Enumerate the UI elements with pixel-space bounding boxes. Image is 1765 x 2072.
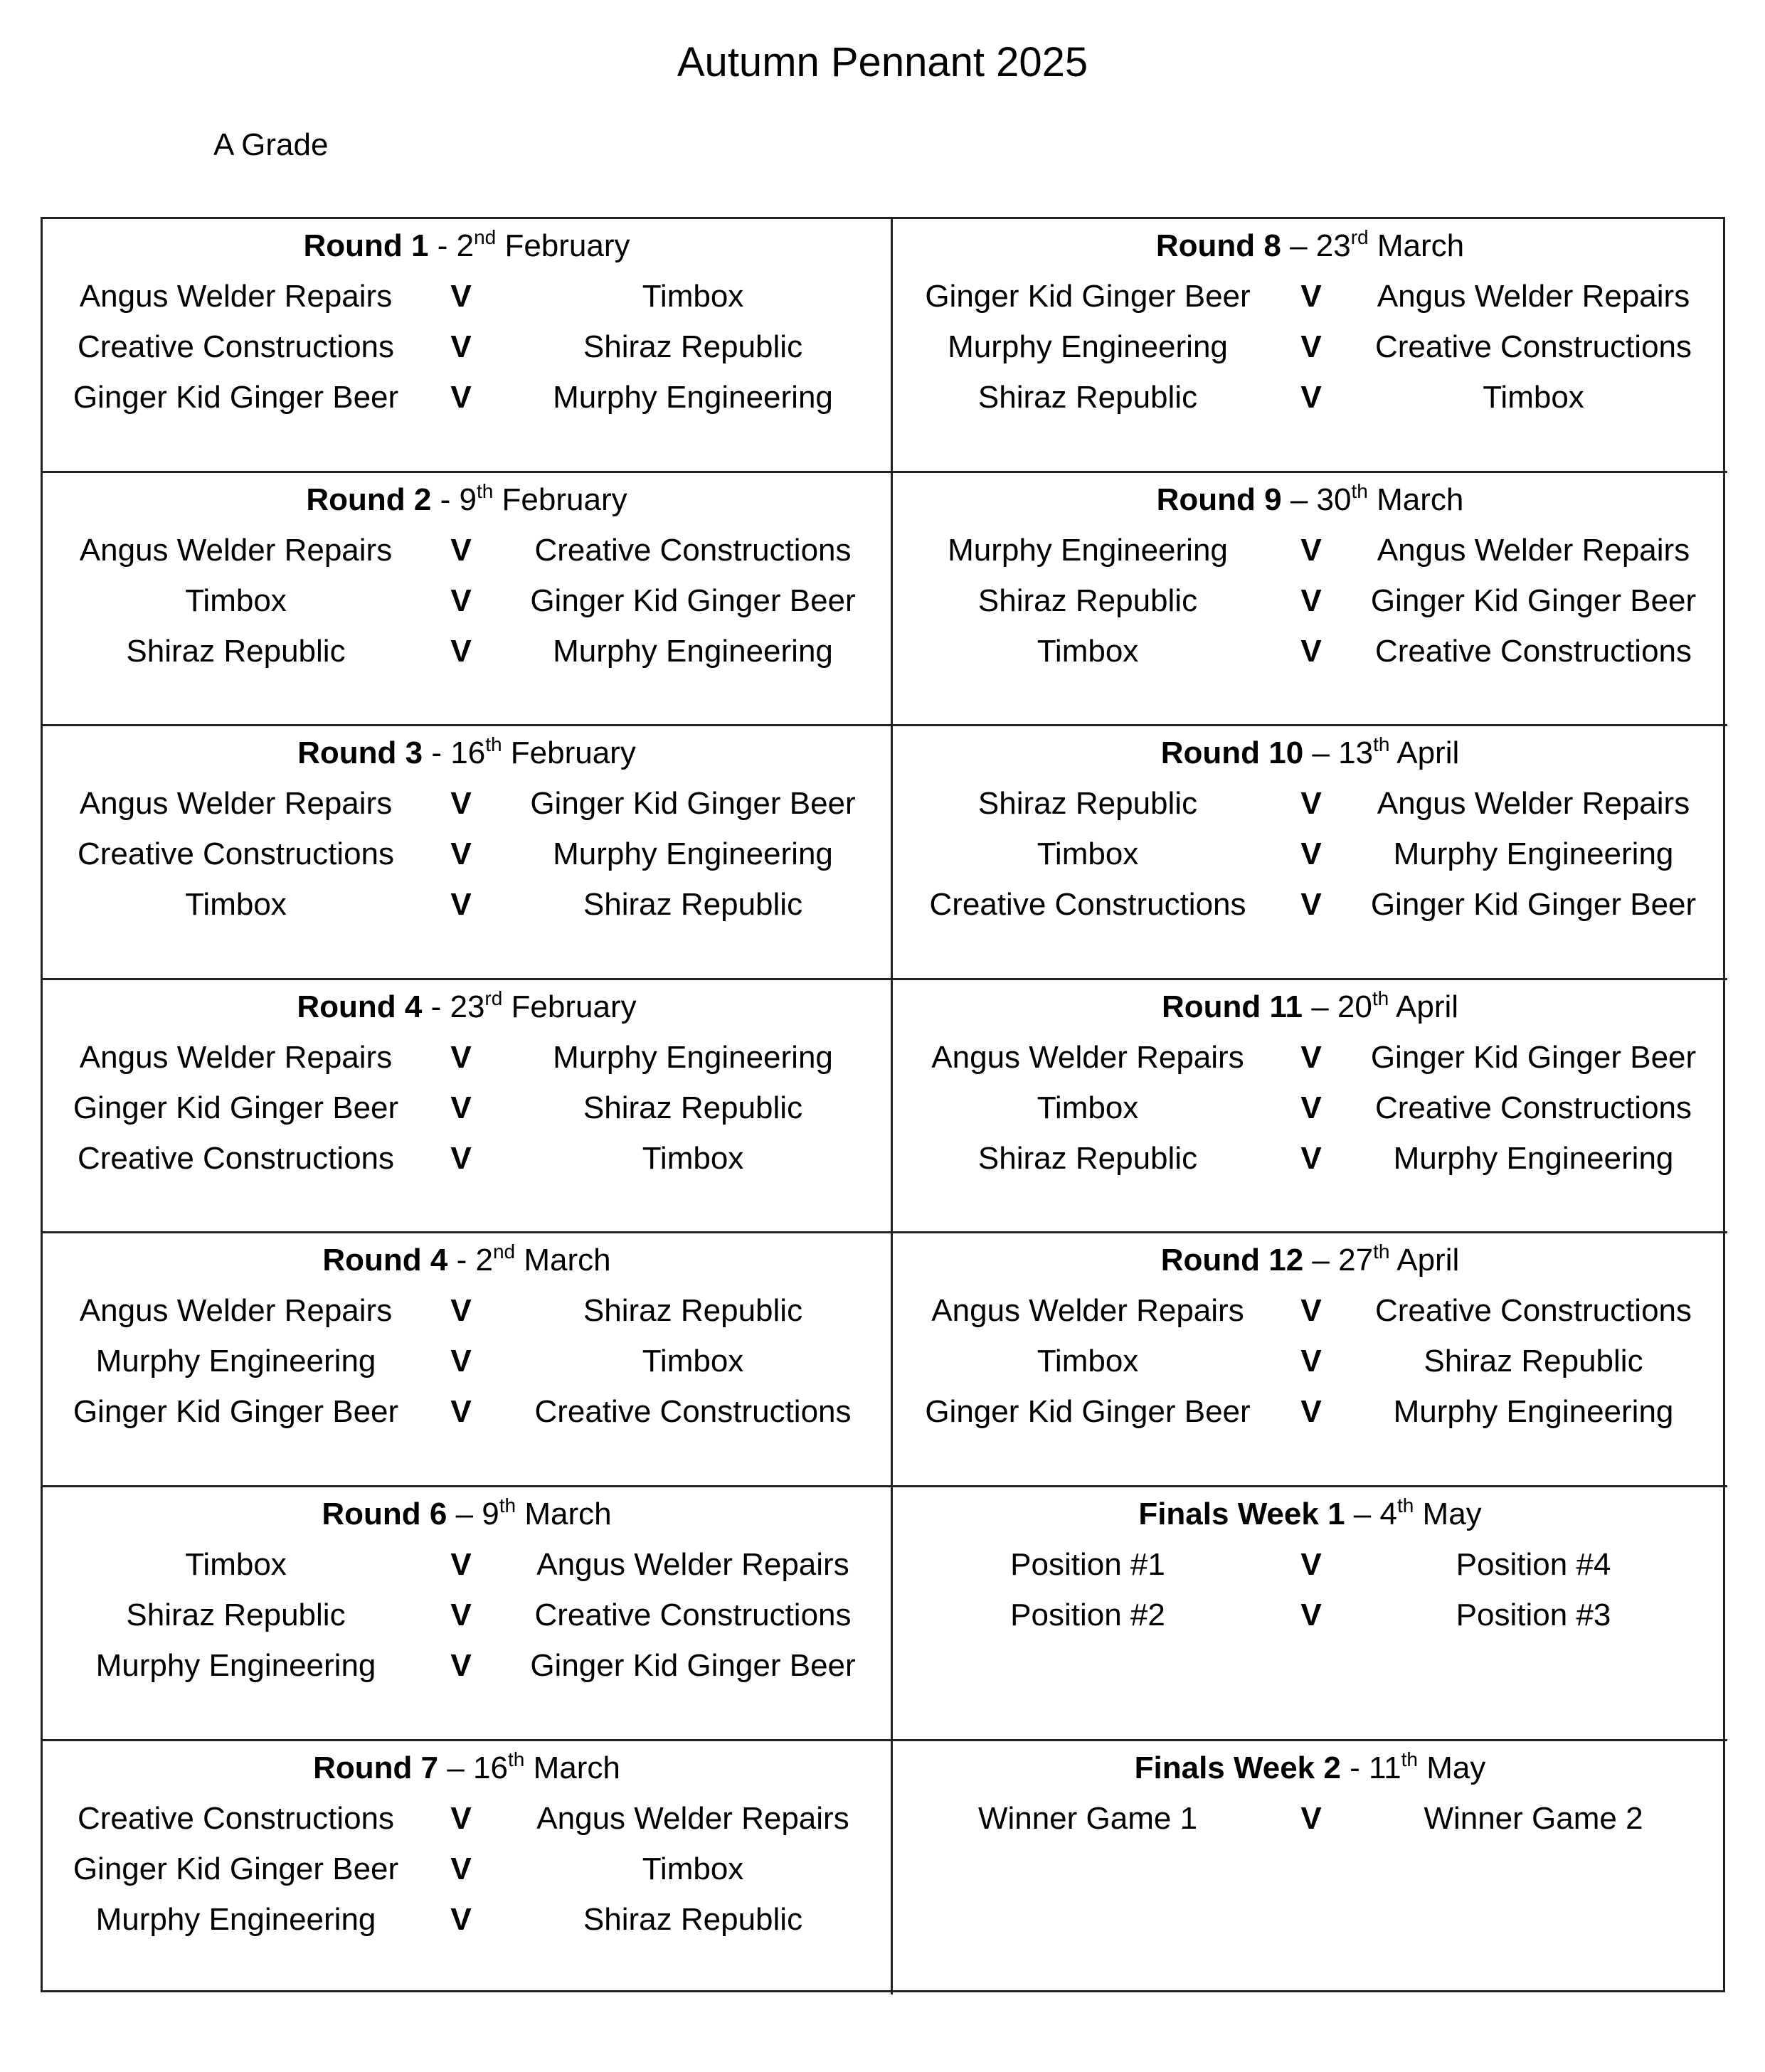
away-team: Timbox [1483,380,1584,415]
versus-label: V [1300,887,1322,923]
match-row [893,1087,1727,1137]
versus-label: V [450,1039,472,1075]
versus-label: V [1300,583,1322,618]
round-month: April [1389,1243,1460,1278]
round-month: February [502,989,637,1024]
round-separator: – [1281,482,1317,517]
round-name: Round 1 [303,228,429,263]
round-month: March [524,1750,620,1785]
match-row [43,1137,891,1188]
match-row [893,1797,1727,1848]
round-name: Round 7 [313,1750,439,1785]
home-team: Timbox [185,1546,287,1582]
away-team: Shiraz Republic [1424,1344,1643,1379]
home-team: Timbox [1037,1344,1139,1379]
match-list [893,275,1727,427]
home-team: Timbox [1037,633,1139,669]
round-day: 27 [1338,1243,1374,1278]
home-team: Shiraz Republic [977,1140,1198,1176]
home-team: Ginger Kid Ginger Beer [73,380,399,415]
round-day: 20 [1337,989,1372,1024]
round-cell [893,726,1727,980]
round-separator: - [423,735,451,771]
away-team: Creative Constructions [534,532,852,568]
away-team: Timbox [642,279,744,314]
versus-label: V [450,1546,472,1582]
round-day-suffix: rd [484,987,503,1009]
round-cell [893,1741,1727,1995]
round-separator: – [1281,228,1316,263]
versus-label: V [450,1344,472,1379]
home-team: Murphy Engineering [948,329,1228,364]
away-team: Creative Constructions [534,1597,852,1632]
away-team: Shiraz Republic [583,329,803,364]
match-row [43,782,891,833]
round-month: April [1389,735,1460,771]
match-row [43,275,891,326]
match-list [43,1797,891,1949]
round-heading [893,479,1727,521]
match-row [893,529,1727,580]
versus-label: V [450,1394,472,1430]
round-cell [893,1233,1727,1487]
round-name: Round 4 [297,989,423,1024]
match-row [893,580,1727,630]
away-team: Timbox [642,1140,744,1176]
versus-label: V [450,329,472,364]
match-row [43,1797,891,1848]
home-team: Angus Welder Repairs [931,1039,1244,1075]
home-team: Murphy Engineering [95,1901,376,1937]
away-team: Winner Game 2 [1424,1800,1643,1836]
round-month: March [516,1496,612,1531]
round-heading [893,225,1727,267]
home-team: Ginger Kid Ginger Beer [73,1090,399,1125]
round-heading [43,225,891,267]
away-team: Murphy Engineering [553,633,833,669]
home-team: Angus Welder Repairs [79,532,393,568]
round-day: 4 [1379,1496,1397,1531]
round-day-suffix: th [476,479,494,502]
home-team: Murphy Engineering [95,1344,376,1379]
versus-label: V [450,1293,472,1329]
match-list [893,1797,1727,1848]
away-team: Angus Welder Repairs [1377,532,1690,568]
versus-label: V [1300,633,1322,669]
round-heading [43,986,891,1029]
round-heading [43,732,891,775]
round-month: February [502,735,636,771]
away-team: Murphy Engineering [1393,836,1674,872]
round-day: 16 [473,1750,508,1785]
round-separator: - [1340,1750,1369,1785]
match-row [43,1036,891,1087]
match-row [893,782,1727,833]
round-heading [43,1747,891,1790]
round-cell [43,1487,893,1741]
grade-label: A Grade [213,127,329,162]
away-team: Ginger Kid Ginger Beer [1370,1039,1697,1075]
home-team: Ginger Kid Ginger Beer [925,1394,1251,1430]
round-day: 9 [482,1496,499,1531]
home-team: Creative Constructions [77,1800,395,1836]
versus-label: V [450,1800,472,1836]
match-list [43,1036,891,1188]
away-team: Murphy Engineering [1393,1140,1674,1176]
versus-label: V [450,1851,472,1886]
round-heading [43,479,891,521]
match-row [43,580,891,630]
match-list [893,529,1727,681]
away-team: Angus Welder Repairs [536,1546,849,1582]
home-team: Shiraz Republic [977,380,1198,415]
versus-label: V [1300,1546,1322,1582]
match-list [43,782,891,934]
round-day: 13 [1338,735,1374,771]
round-name: Round 2 [306,482,432,517]
round-month: March [1367,482,1464,517]
home-team: Shiraz Republic [977,786,1198,822]
versus-label: V [1300,786,1322,822]
round-day-suffix: th [508,1748,525,1770]
versus-label: V [1300,380,1322,415]
round-cell [43,473,893,727]
round-heading [893,986,1727,1029]
round-day-suffix: th [1401,1748,1418,1770]
round-month: March [515,1243,611,1278]
match-row [893,1340,1727,1391]
versus-label: V [1300,1039,1322,1075]
away-team: Creative Constructions [1374,329,1692,364]
match-row [43,1848,891,1898]
home-team: Timbox [185,887,287,923]
away-team: Creative Constructions [1374,633,1692,669]
home-team: Murphy Engineering [95,1647,376,1683]
versus-label: V [450,836,472,872]
home-team: Shiraz Republic [977,583,1198,618]
home-team: Timbox [1037,1090,1139,1125]
round-day: 2 [475,1243,493,1278]
home-team: Ginger Kid Ginger Beer [73,1851,399,1886]
versus-label: V [1300,1140,1322,1176]
match-row [43,1290,891,1340]
home-team: Creative Constructions [77,1140,395,1176]
round-name: Round 9 [1156,482,1282,517]
round-cell [893,980,1727,1234]
round-separator: – [1345,1496,1380,1531]
match-list [43,529,891,681]
home-team: Timbox [1037,836,1139,872]
home-team: Shiraz Republic [126,1597,346,1632]
versus-label: V [450,279,472,314]
home-team: Creative Constructions [77,836,395,872]
versus-label: V [1300,279,1322,314]
match-row [893,1036,1727,1087]
match-row [893,833,1727,883]
away-team: Ginger Kid Ginger Beer [1370,887,1697,923]
home-team: Angus Welder Repairs [79,1039,393,1075]
away-team: Murphy Engineering [553,836,833,872]
match-row [893,376,1727,427]
round-day: 23 [1315,228,1351,263]
home-team: Angus Welder Repairs [79,1293,393,1329]
round-name: Finals Week 2 [1134,1750,1341,1785]
round-cell [43,1741,893,1995]
home-team: Creative Constructions [77,329,395,364]
match-row [893,275,1727,326]
match-row [43,326,891,376]
home-team: Creative Constructions [929,887,1246,923]
away-team: Murphy Engineering [553,380,833,415]
match-row [893,326,1727,376]
versus-label: V [450,1901,472,1937]
round-heading [43,1239,891,1282]
round-separator: – [438,1750,474,1785]
away-team: Angus Welder Repairs [1377,786,1690,822]
away-team: Shiraz Republic [583,1901,803,1937]
match-row [893,1391,1727,1441]
round-day-suffix: th [1351,479,1368,502]
match-row [43,1544,891,1594]
match-list [43,1290,891,1441]
match-list [893,782,1727,934]
round-separator: - [447,1243,476,1278]
round-day-suffix: th [1373,1240,1390,1263]
versus-label: V [450,380,472,415]
round-day-suffix: th [1372,987,1389,1009]
round-day-suffix: th [1373,733,1390,756]
away-team: Ginger Kid Ginger Beer [530,583,856,618]
versus-label: V [1300,836,1322,872]
round-cell [893,473,1727,727]
round-name: Finals Week 1 [1138,1496,1345,1531]
versus-label: V [1300,532,1322,568]
round-separator: – [1303,1243,1339,1278]
round-day-suffix: th [1396,1494,1414,1516]
home-team: Murphy Engineering [948,532,1228,568]
away-team: Creative Constructions [1374,1090,1692,1125]
match-row [893,630,1727,681]
versus-label: V [1300,1800,1322,1836]
round-heading [893,1493,1727,1536]
round-cell [43,980,893,1234]
away-team: Shiraz Republic [583,1293,803,1329]
round-heading [893,1747,1727,1790]
versus-label: V [450,1140,472,1176]
versus-label: V [1300,1597,1322,1632]
away-team: Ginger Kid Ginger Beer [530,1647,856,1683]
home-team: Timbox [185,583,287,618]
round-day: 23 [450,989,485,1024]
match-row [43,376,891,427]
home-team: Ginger Kid Ginger Beer [925,279,1251,314]
home-team: Shiraz Republic [126,633,346,669]
round-separator: – [1302,989,1337,1024]
match-row [43,883,891,934]
round-day-suffix: th [485,733,502,756]
round-cell [893,219,1727,473]
away-team: Murphy Engineering [1393,1394,1674,1430]
match-row [43,1340,891,1391]
match-row [43,1391,891,1441]
round-name: Round 12 [1160,1243,1304,1278]
match-row [893,1594,1727,1645]
round-day: 16 [450,735,486,771]
round-month: May [1418,1750,1486,1785]
match-row [893,1290,1727,1340]
round-month: May [1414,1496,1482,1531]
versus-label: V [1300,1394,1322,1430]
round-month: February [493,482,627,517]
round-day: 2 [456,228,475,263]
round-day-suffix: rd [1350,226,1369,248]
away-team: Ginger Kid Ginger Beer [1370,583,1697,618]
home-team: Position #1 [1010,1546,1165,1582]
away-team: Position #4 [1456,1546,1611,1582]
home-team: Position #2 [1010,1597,1165,1632]
away-team: Shiraz Republic [583,887,803,923]
versus-label: V [1300,1344,1322,1379]
match-list [893,1290,1727,1441]
versus-label: V [450,532,472,568]
home-team: Angus Welder Repairs [79,786,393,822]
match-row [43,529,891,580]
round-separator: – [447,1496,482,1531]
versus-label: V [450,1647,472,1683]
round-heading [893,732,1727,775]
away-team: Creative Constructions [1374,1293,1692,1329]
match-row [893,883,1727,934]
round-name: Round 3 [297,735,423,771]
versus-label: V [450,887,472,923]
match-row [43,1594,891,1645]
round-name: Round 8 [1155,228,1281,263]
away-team: Angus Welder Repairs [536,1800,849,1836]
round-name: Round 4 [322,1243,448,1278]
versus-label: V [450,786,472,822]
round-separator: - [428,228,457,263]
away-team: Ginger Kid Ginger Beer [530,786,856,822]
round-name: Round 10 [1160,735,1304,771]
match-row [43,833,891,883]
away-team: Timbox [642,1344,744,1379]
match-row [43,1087,891,1137]
round-day-suffix: th [499,1494,516,1516]
round-separator: – [1303,735,1339,771]
round-separator: - [422,989,450,1024]
match-row [43,1898,891,1949]
versus-label: V [450,583,472,618]
page-title: Autumn Pennant 2025 [677,39,1088,85]
fixture-table [41,217,1725,1992]
round-month: April [1389,989,1459,1024]
versus-label: V [1300,1090,1322,1125]
home-team: Angus Welder Repairs [79,279,393,314]
round-day: 11 [1368,1750,1401,1785]
versus-label: V [450,1597,472,1632]
round-cell [43,219,893,473]
match-list [43,275,891,427]
home-team: Ginger Kid Ginger Beer [73,1394,399,1430]
round-separator: - [431,482,460,517]
away-team: Angus Welder Repairs [1377,279,1690,314]
match-list [43,1544,891,1695]
round-cell [43,726,893,980]
round-cell [893,1487,1727,1741]
round-day: 9 [459,482,477,517]
match-row [43,630,891,681]
round-day-suffix: nd [492,1240,516,1263]
home-team: Winner Game 1 [977,1800,1198,1836]
away-team: Murphy Engineering [553,1039,833,1075]
away-team: Position #3 [1456,1597,1611,1632]
home-team: Angus Welder Repairs [931,1293,1244,1329]
round-heading [43,1493,891,1536]
round-cell [43,1233,893,1487]
away-team: Shiraz Republic [583,1090,803,1125]
round-month: February [496,228,630,263]
round-name: Round 11 [1161,989,1303,1024]
match-row [43,1645,891,1695]
away-team: Creative Constructions [534,1394,852,1430]
match-row [893,1544,1727,1594]
match-row [893,1137,1727,1188]
versus-label: V [1300,1293,1322,1329]
round-heading [893,1239,1727,1282]
versus-label: V [450,633,472,669]
versus-label: V [450,1090,472,1125]
round-day-suffix: nd [474,226,497,248]
versus-label: V [1300,329,1322,364]
match-list [893,1036,1727,1188]
round-day: 30 [1316,482,1352,517]
round-month: March [1368,228,1465,263]
away-team: Timbox [642,1851,744,1886]
match-list [893,1544,1727,1645]
round-name: Round 6 [322,1496,447,1531]
